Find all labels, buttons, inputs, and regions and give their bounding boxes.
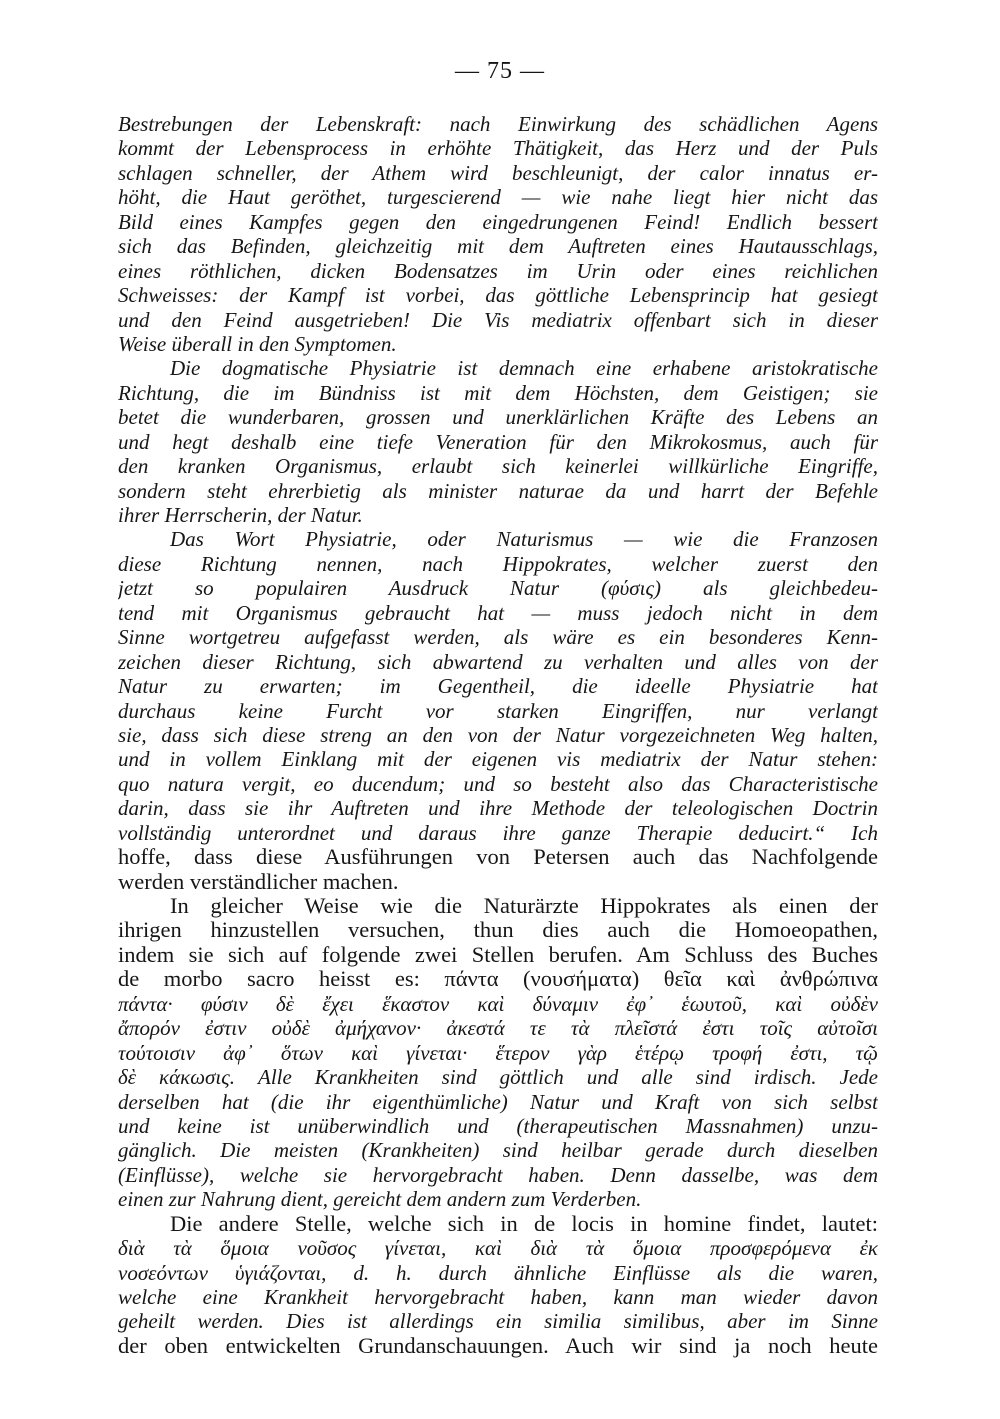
text-line: sondern steht ehrerbietig als minister naturae da und harrt der Befehle bbox=[118, 478, 878, 503]
text-line: und in vollem Einklang mit der eigenen vis mediatrix der Natur stehen: bbox=[118, 747, 878, 772]
text-line: Weise überall in den Symptomen. bbox=[118, 331, 397, 356]
text-line: derselben hat (die ihr eigenthümliche) Natur und Kraft von sich selbst bbox=[118, 1089, 878, 1114]
text-line: schlagen schneller, der Athem wird beschleunigt, der calor innatus er- bbox=[118, 160, 878, 185]
text-line: Das Wort Physiatrie, oder Naturismus — wie die Franzosen bbox=[170, 527, 878, 552]
text-line: den kranken Organismus, erlaubt sich keinerlei willkürliche Eingriffe, bbox=[118, 454, 878, 479]
text-line: quo natura vergit, eo ducendum; und so besteht also das Characteristische bbox=[118, 771, 878, 796]
text-line: Die dogmatische Physiatrie ist demnach eine erhabene aristokratische bbox=[170, 356, 878, 381]
text-line: darin, dass sie ihr Auftreten und ihre Methode der teleologischen Doctrin bbox=[118, 796, 878, 821]
text-line: tend mit Organismus gebraucht hat — muss jedoch nicht in dem bbox=[118, 600, 878, 625]
text-line: durchaus keine Furcht vor starken Eingriffen, nur verlangt bbox=[118, 698, 878, 723]
text-line: jetzt so populairen Ausdruck Natur (φύσις) als gleichbedeu- bbox=[118, 576, 878, 601]
text-line: Schweisses: der Kampf ist vorbei, das göttliche Lebensprincip hat gesiegt bbox=[118, 283, 878, 308]
text-line: geheilt werden. Dies ist allerdings ein similia similibus, aber im Sinne bbox=[118, 1309, 878, 1334]
text-line: τούτοισιν ἀφ᾽ ὅτων καὶ γίνεται· ἕτερον γὰρ ἑτέρῳ τροφή ἐστι, τῷ bbox=[118, 1040, 878, 1065]
text-line: διὰ τὰ ὅμοια νοῦσος γίνεται, καὶ διὰ τὰ ὅμοια προσφερόμενα ἐκ bbox=[118, 1236, 878, 1261]
text-line: δὲ κάκωσις. Alle Krankheiten sind göttlich und alle sind irdisch. Jede bbox=[118, 1065, 878, 1090]
text-line: werden verständlicher machen. bbox=[118, 869, 399, 894]
text-line: diese Richtung nennen, nach Hippokrates, welcher zuerst den bbox=[118, 551, 878, 576]
text-line: vollständig unterordnet und daraus ihre ganze Therapie deducirt.“ Ich bbox=[118, 820, 878, 845]
text-line: Sinne wortgetreu aufgefasst werden, als wäre es ein besonderes Kenn- bbox=[118, 625, 878, 650]
text-line: gänglich. Die meisten (Krankheiten) sind heilbar gerade durch dieselben bbox=[118, 1138, 878, 1163]
text-line: welche eine Krankheit hervorgebracht haben, kann man wieder davon bbox=[118, 1285, 878, 1309]
text-line: νοσεόντων ὑγιάζονται, d. h. durch ähnliche Einflüsse als die waren, bbox=[118, 1260, 878, 1285]
text-line: einen zur Nahrung dient, gereicht dem andern zum Verderben. bbox=[118, 1187, 642, 1212]
text-line: de morbo sacro heisst es: πάντα (νουσήματα) θεῖα καὶ ἀνθρώπινα bbox=[118, 967, 878, 992]
text-line: kommt der Lebensprocess in erhöhte Thätigkeit, das Herz und der Puls bbox=[118, 136, 878, 161]
text-line: Bild eines Kampfes gegen den eingedrungenen Feind! Endlich bessert bbox=[118, 209, 878, 234]
text-line: höht, die Haut geröthet, turgescierend — wie nahe liegt hier nicht das bbox=[118, 185, 878, 210]
body-text bbox=[118, 112, 878, 1358]
text-line: eines röthlichen, dicken Bodensatzes im Urin oder eines reichlichen bbox=[118, 258, 878, 283]
text-line: sich das Befinden, gleichzeitig mit dem Auftreten eines Hautausschlags, bbox=[118, 234, 878, 259]
text-line: In gleicher Weise wie die Naturärzte Hippokrates als einen der bbox=[170, 894, 878, 918]
text-line: Richtung, die im Bündniss ist mit dem Höchsten, dem Geistigen; sie bbox=[118, 380, 878, 405]
text-line: indem sie sich auf folgende zwei Stellen berufen. Am Schluss des Buches bbox=[118, 942, 878, 967]
text-line: Bestrebungen der Lebenskraft: nach Einwirkung des schädlichen Agens bbox=[118, 112, 878, 136]
text-line: ihrer Herrscherin, der Natur. bbox=[118, 503, 363, 527]
text-line: sie, dass sich diese streng an den von der Natur vorgezeichneten Weg halten, bbox=[118, 722, 878, 747]
text-line: ἄπορόν ἐστιν οὐδὲ ἀμήχανον· ἀκεστά τε τὰ πλεῖστά ἐστι τοῖς αὐτοῖσι bbox=[118, 1016, 878, 1041]
text-line: betet die wunderbaren, grossen und unerklärlichen Kräfte des Lebens an bbox=[118, 405, 878, 430]
text-line: der oben entwickelten Grundanschauungen. Auch wir sind ja noch heute bbox=[118, 1333, 878, 1358]
text-line: (Einflüsse), welche sie hervorgebracht haben. Denn dasselbe, was dem bbox=[118, 1162, 878, 1187]
text-line: Die andere Stelle, welche sich in de locis in homine findet, lautet: bbox=[170, 1211, 878, 1236]
text-line: zeichen dieser Richtung, sich abwartend zu verhalten und alles von der bbox=[118, 649, 878, 674]
text-line: ihrigen hinzustellen versuchen, thun dies auch die Homoeopathen, bbox=[118, 918, 878, 943]
page-number: — 75 — bbox=[455, 58, 545, 84]
text-line: πάντα· φύσιν δὲ ἔχει ἕκαστον καὶ δύναμιν ἐφ᾽ ἑωυτοῦ, καὶ οὐδὲν bbox=[118, 991, 878, 1016]
text-line: und den Feind ausgetrieben! Die Vis mediatrix offenbart sich in dieser bbox=[118, 307, 878, 332]
text-line: hoffe, dass diese Ausführungen von Petersen auch das Nachfolgende bbox=[118, 845, 878, 870]
text-line: und keine ist unüberwindlich und (therapeutischen Massnahmen) unzu- bbox=[118, 1113, 878, 1138]
text-line: und hegt deshalb eine tiefe Veneration für den Mikrokosmus, auch für bbox=[118, 429, 878, 454]
text-line: Natur zu erwarten; im Gegentheil, die ideelle Physiatrie hat bbox=[118, 674, 878, 699]
